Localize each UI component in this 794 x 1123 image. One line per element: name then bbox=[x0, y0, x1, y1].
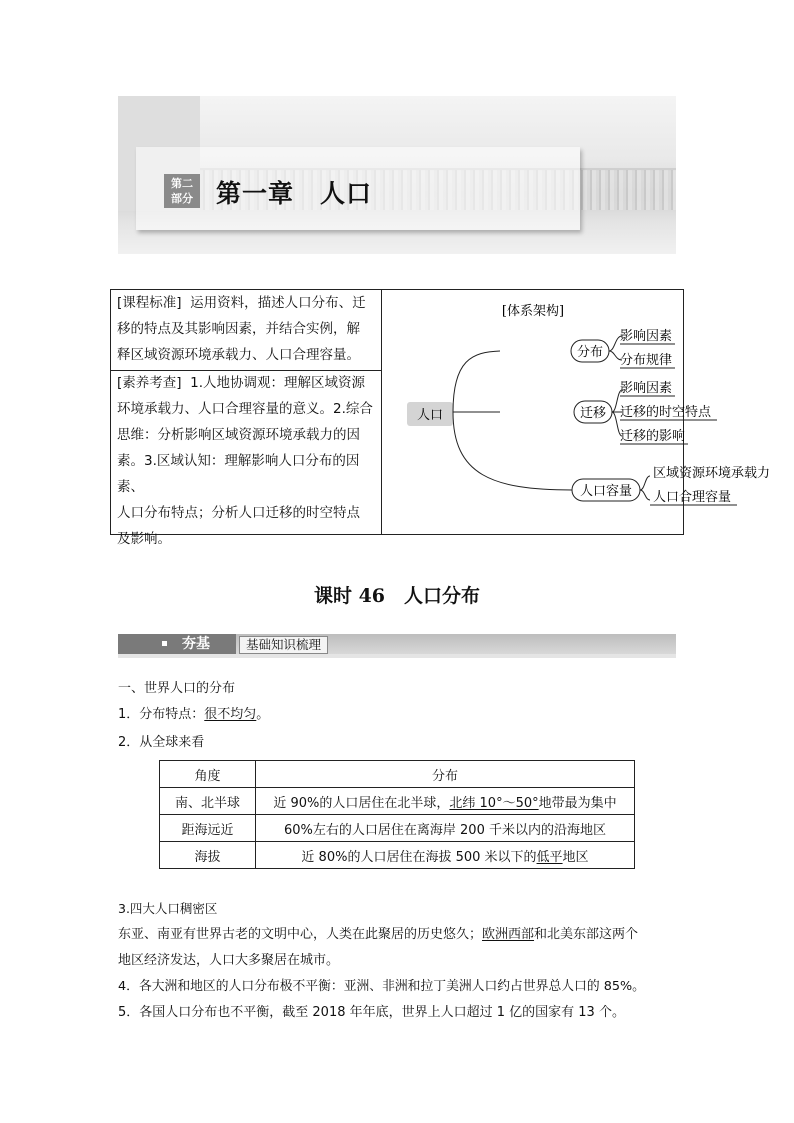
course-standard bbox=[117, 290, 379, 368]
table-cell-angle: 距海远近 bbox=[160, 815, 256, 842]
part-badge-line2: 部分 bbox=[171, 192, 193, 205]
course-standard-line: 释区域资源环境承载力、人口合理容量。 bbox=[117, 347, 360, 363]
branch-migration: 迁移 bbox=[579, 406, 607, 421]
course-standard-line: 运用资料，描述人口分布、迁 bbox=[190, 295, 366, 311]
point-3 bbox=[118, 925, 678, 971]
mind-map-root: 人口 bbox=[416, 408, 444, 423]
heading-world-distribution: 一、世界人口的分布 bbox=[118, 681, 236, 696]
literacy-line: 人口分布特点；分析人口迁移的时空特点 bbox=[117, 505, 360, 521]
table-cell-distribution bbox=[256, 788, 635, 815]
table-cell-distribution bbox=[256, 842, 635, 869]
table-row bbox=[160, 788, 635, 815]
standards-table bbox=[110, 289, 771, 547]
point-3-line1 bbox=[118, 925, 678, 945]
answer-underlined: 低平 bbox=[536, 849, 563, 865]
part-badge-line1: 第二 bbox=[171, 177, 193, 190]
table-header-row bbox=[160, 761, 635, 788]
point-3-line2: 地区经济发达，人口大多聚居在城市。 bbox=[118, 953, 340, 968]
point-text: 。 bbox=[256, 707, 270, 722]
table-cell-distribution bbox=[256, 815, 635, 842]
connector-line bbox=[640, 476, 650, 500]
branch-item: 影响因素 bbox=[620, 329, 673, 344]
point-text: 和北美东部这两个 bbox=[534, 927, 639, 942]
table-header: 角度 bbox=[160, 761, 256, 788]
square-bullet-icon bbox=[162, 641, 167, 646]
literacy-line: 思维：分析影响区域资源环境承载力的因 bbox=[117, 427, 360, 443]
table-cell-angle: 南、北半球 bbox=[160, 788, 256, 815]
chapter-title: 第一章 人口 bbox=[216, 179, 373, 208]
section-label: 基础知识梳理 bbox=[239, 636, 328, 654]
answer-underlined: 欧洲西部 bbox=[482, 927, 535, 942]
part-badge bbox=[164, 174, 200, 208]
branch-distribution: 分布 bbox=[576, 345, 604, 360]
branch-item: 人口合理容量 bbox=[653, 490, 732, 505]
connector-line bbox=[453, 351, 500, 412]
mind-map-title: [体系架构] bbox=[501, 304, 565, 319]
literacy-assessment bbox=[117, 370, 379, 552]
course-standard-label: [课程标准] bbox=[117, 295, 182, 311]
mind-map bbox=[382, 290, 771, 534]
branch-item: 迁移的时空特点 bbox=[620, 405, 712, 420]
course-standard-line: 移的特点及其影响因素，并结合实例，解 bbox=[117, 321, 360, 337]
cell-text: 地区 bbox=[562, 849, 589, 865]
connector-line bbox=[453, 412, 572, 490]
point-2: 2．从全球来看 bbox=[118, 735, 205, 750]
distribution-table bbox=[159, 760, 635, 869]
lesson-title: 课时 46 人口分布 bbox=[313, 585, 481, 607]
point-text: 1．分布特点： bbox=[118, 707, 205, 722]
branch-capacity: 人口容量 bbox=[579, 484, 633, 499]
heading-dense-areas: 3.四大人口稠密区 bbox=[118, 901, 218, 916]
literacy-line: 1.人地协调观：理解区域资源 bbox=[190, 375, 366, 391]
cell-text: 60%左右的人口居住在离海岸 200 千米以内的沿海地区 bbox=[284, 822, 606, 838]
branch-item: 迁移的影响 bbox=[620, 429, 686, 444]
branch-item: 分布规律 bbox=[620, 353, 673, 368]
answer-underlined: 很不均匀 bbox=[204, 707, 257, 722]
point-4: 4．各大洲和地区的人口分布极不平衡：亚洲、非洲和拉丁美洲人口约占世界总人口的 85%。 bbox=[118, 979, 645, 994]
table-header: 分布 bbox=[256, 761, 635, 788]
table-row bbox=[160, 842, 635, 869]
table-row bbox=[160, 815, 635, 842]
literacy-line: 及影响。 bbox=[117, 531, 171, 547]
point-1 bbox=[118, 705, 269, 725]
point-5: 5．各国人口分布也不平衡，截至 2018 年年底，世界上人口超过 1 亿的国家有 13 个。 bbox=[118, 1005, 625, 1020]
cell-text: 近 80%的人口居住在海拔 500 米以下的 bbox=[301, 849, 537, 865]
section-tag-text: 夯基 bbox=[182, 636, 210, 652]
literacy-line: 环境承载力、人口合理容量的意义。2.综合 bbox=[117, 401, 373, 417]
standards-text-column bbox=[111, 290, 382, 547]
section-tag bbox=[118, 634, 236, 654]
section-bar-shadow bbox=[118, 654, 676, 658]
cell-text: 近 90%的人口居住在北半球， bbox=[273, 795, 450, 811]
literacy-label: [素养考查] bbox=[117, 375, 182, 391]
table-cell-angle: 海拔 bbox=[160, 842, 256, 869]
point-text: 东亚、南亚有世界古老的文明中心，人类在此聚居的历史悠久； bbox=[118, 927, 483, 942]
cell-text: 地带最为集中 bbox=[538, 795, 617, 811]
literacy-line: 素。3.区域认知：理解影响人口分布的因素、 bbox=[117, 453, 360, 495]
branch-item: 影响因素 bbox=[620, 381, 673, 396]
branch-item: 区域资源环境承载力 bbox=[653, 466, 771, 481]
answer-underlined: 北纬 10°～50° bbox=[449, 795, 539, 811]
